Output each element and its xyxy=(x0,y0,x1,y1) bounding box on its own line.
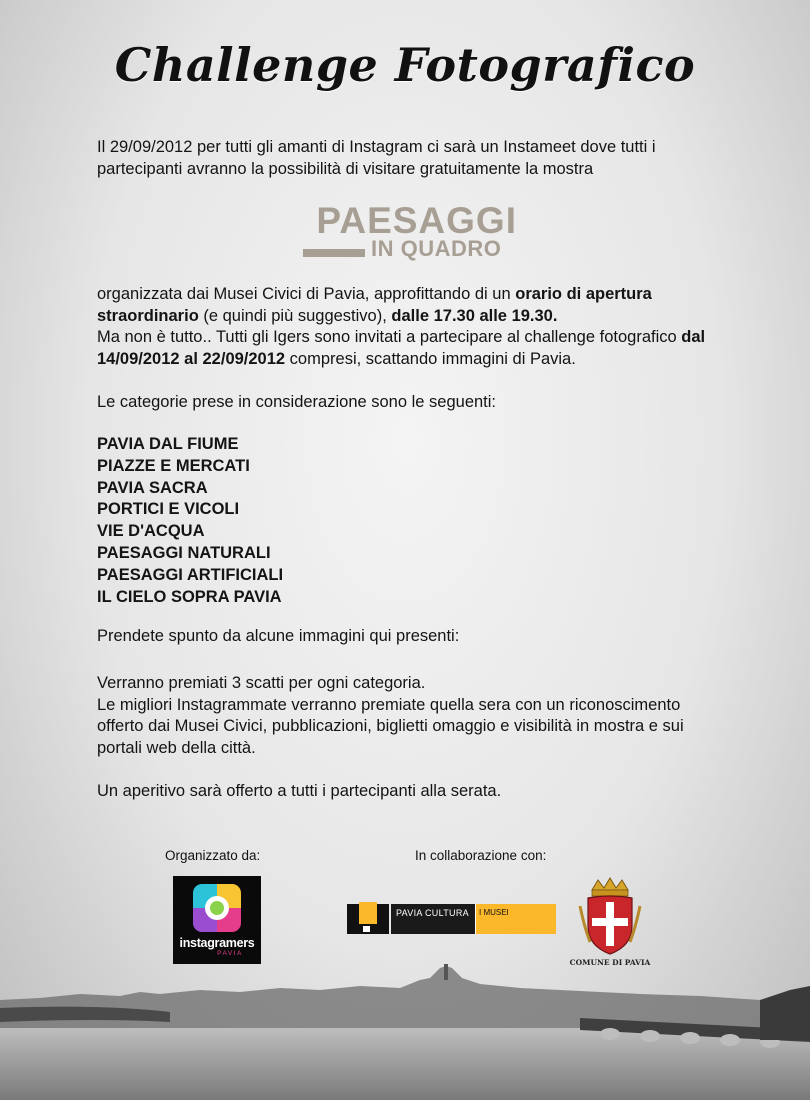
comune-caption: COMUNE DI PAVIA xyxy=(569,958,651,967)
category-item: PAVIA SACRA xyxy=(97,478,208,497)
details-paragraph: organizzata dai Musei Civici di Pavia, approfittando di un orario di apertura straordinario (e quindi più suggestivo), dalle 17.30 alle 19.30. Ma non è tutto.. Tutti gli Igers sono invitati a partecipare al challenge fotografico dal 14/09/2012 al 22/09/2012 compresi, scattando immagini di Pavia. xyxy=(97,285,706,368)
logo-line2: IN QUADRO xyxy=(371,236,502,261)
logo-line1: PAESAGGI xyxy=(316,200,517,241)
prompt-text: Prendete spunto da alcune immagini qui presenti: xyxy=(97,627,460,645)
page-title: Challenge Fotografico xyxy=(114,38,696,92)
paesaggi-in-quadro-logo xyxy=(303,200,523,264)
musei-text: I MUSEI xyxy=(479,908,509,917)
category-item: PAVIA DAL FIUME xyxy=(97,435,239,453)
organized-by-label: Organizzato da: xyxy=(165,848,261,863)
pavia-cultura-logo xyxy=(347,904,556,934)
category-item: PIAZZE E MERCATI xyxy=(97,456,250,475)
pavia-skyline-image xyxy=(0,960,810,1100)
category-item: PAESAGGI ARTIFICIALI xyxy=(97,565,284,584)
instagramers-name: instagramers xyxy=(179,936,255,950)
category-item: PAESAGGI NATURALI xyxy=(97,543,271,562)
categories-list xyxy=(97,434,283,608)
pavia-cultura-mark-icon xyxy=(347,904,389,934)
instagramers-pavia-logo xyxy=(173,876,261,964)
instagramers-aperture-icon xyxy=(193,884,241,932)
collaboration-label: In collaborazione con: xyxy=(415,848,547,863)
category-item: IL CIELO SOPRA PAVIA xyxy=(97,587,282,606)
pavia-cultura-text: PAVIA CULTURA xyxy=(396,908,469,918)
category-item: VIE D'ACQUA xyxy=(97,522,205,541)
aperitivo-text: Un aperitivo sarà offerto a tutti i partecipanti alla serata. xyxy=(97,782,502,800)
logo-bar xyxy=(303,249,365,257)
prizes-paragraph: Verranno premiati 3 scatti per ogni categoria. Le migliori Instagrammate verranno premiate quella sera con un riconoscimento offerto dai Musei Civici, pubblicazioni, biglietti omaggio e visibilità in mostra e sui portali web della città. xyxy=(97,674,684,757)
category-item: PORTICI E VICOLI xyxy=(97,500,240,519)
intro-paragraph: Il 29/09/2012 per tutti gli amanti di Instagram ci sarà un Instameet dove tutti i partecipanti avranno la possibilità di visitare gratuitamente la mostra xyxy=(97,138,656,178)
coat-of-arms-icon xyxy=(570,876,650,956)
instagramers-city: PAVIA xyxy=(217,950,243,957)
categories-intro: Le categorie prese in considerazione sono le seguenti: xyxy=(97,393,497,411)
